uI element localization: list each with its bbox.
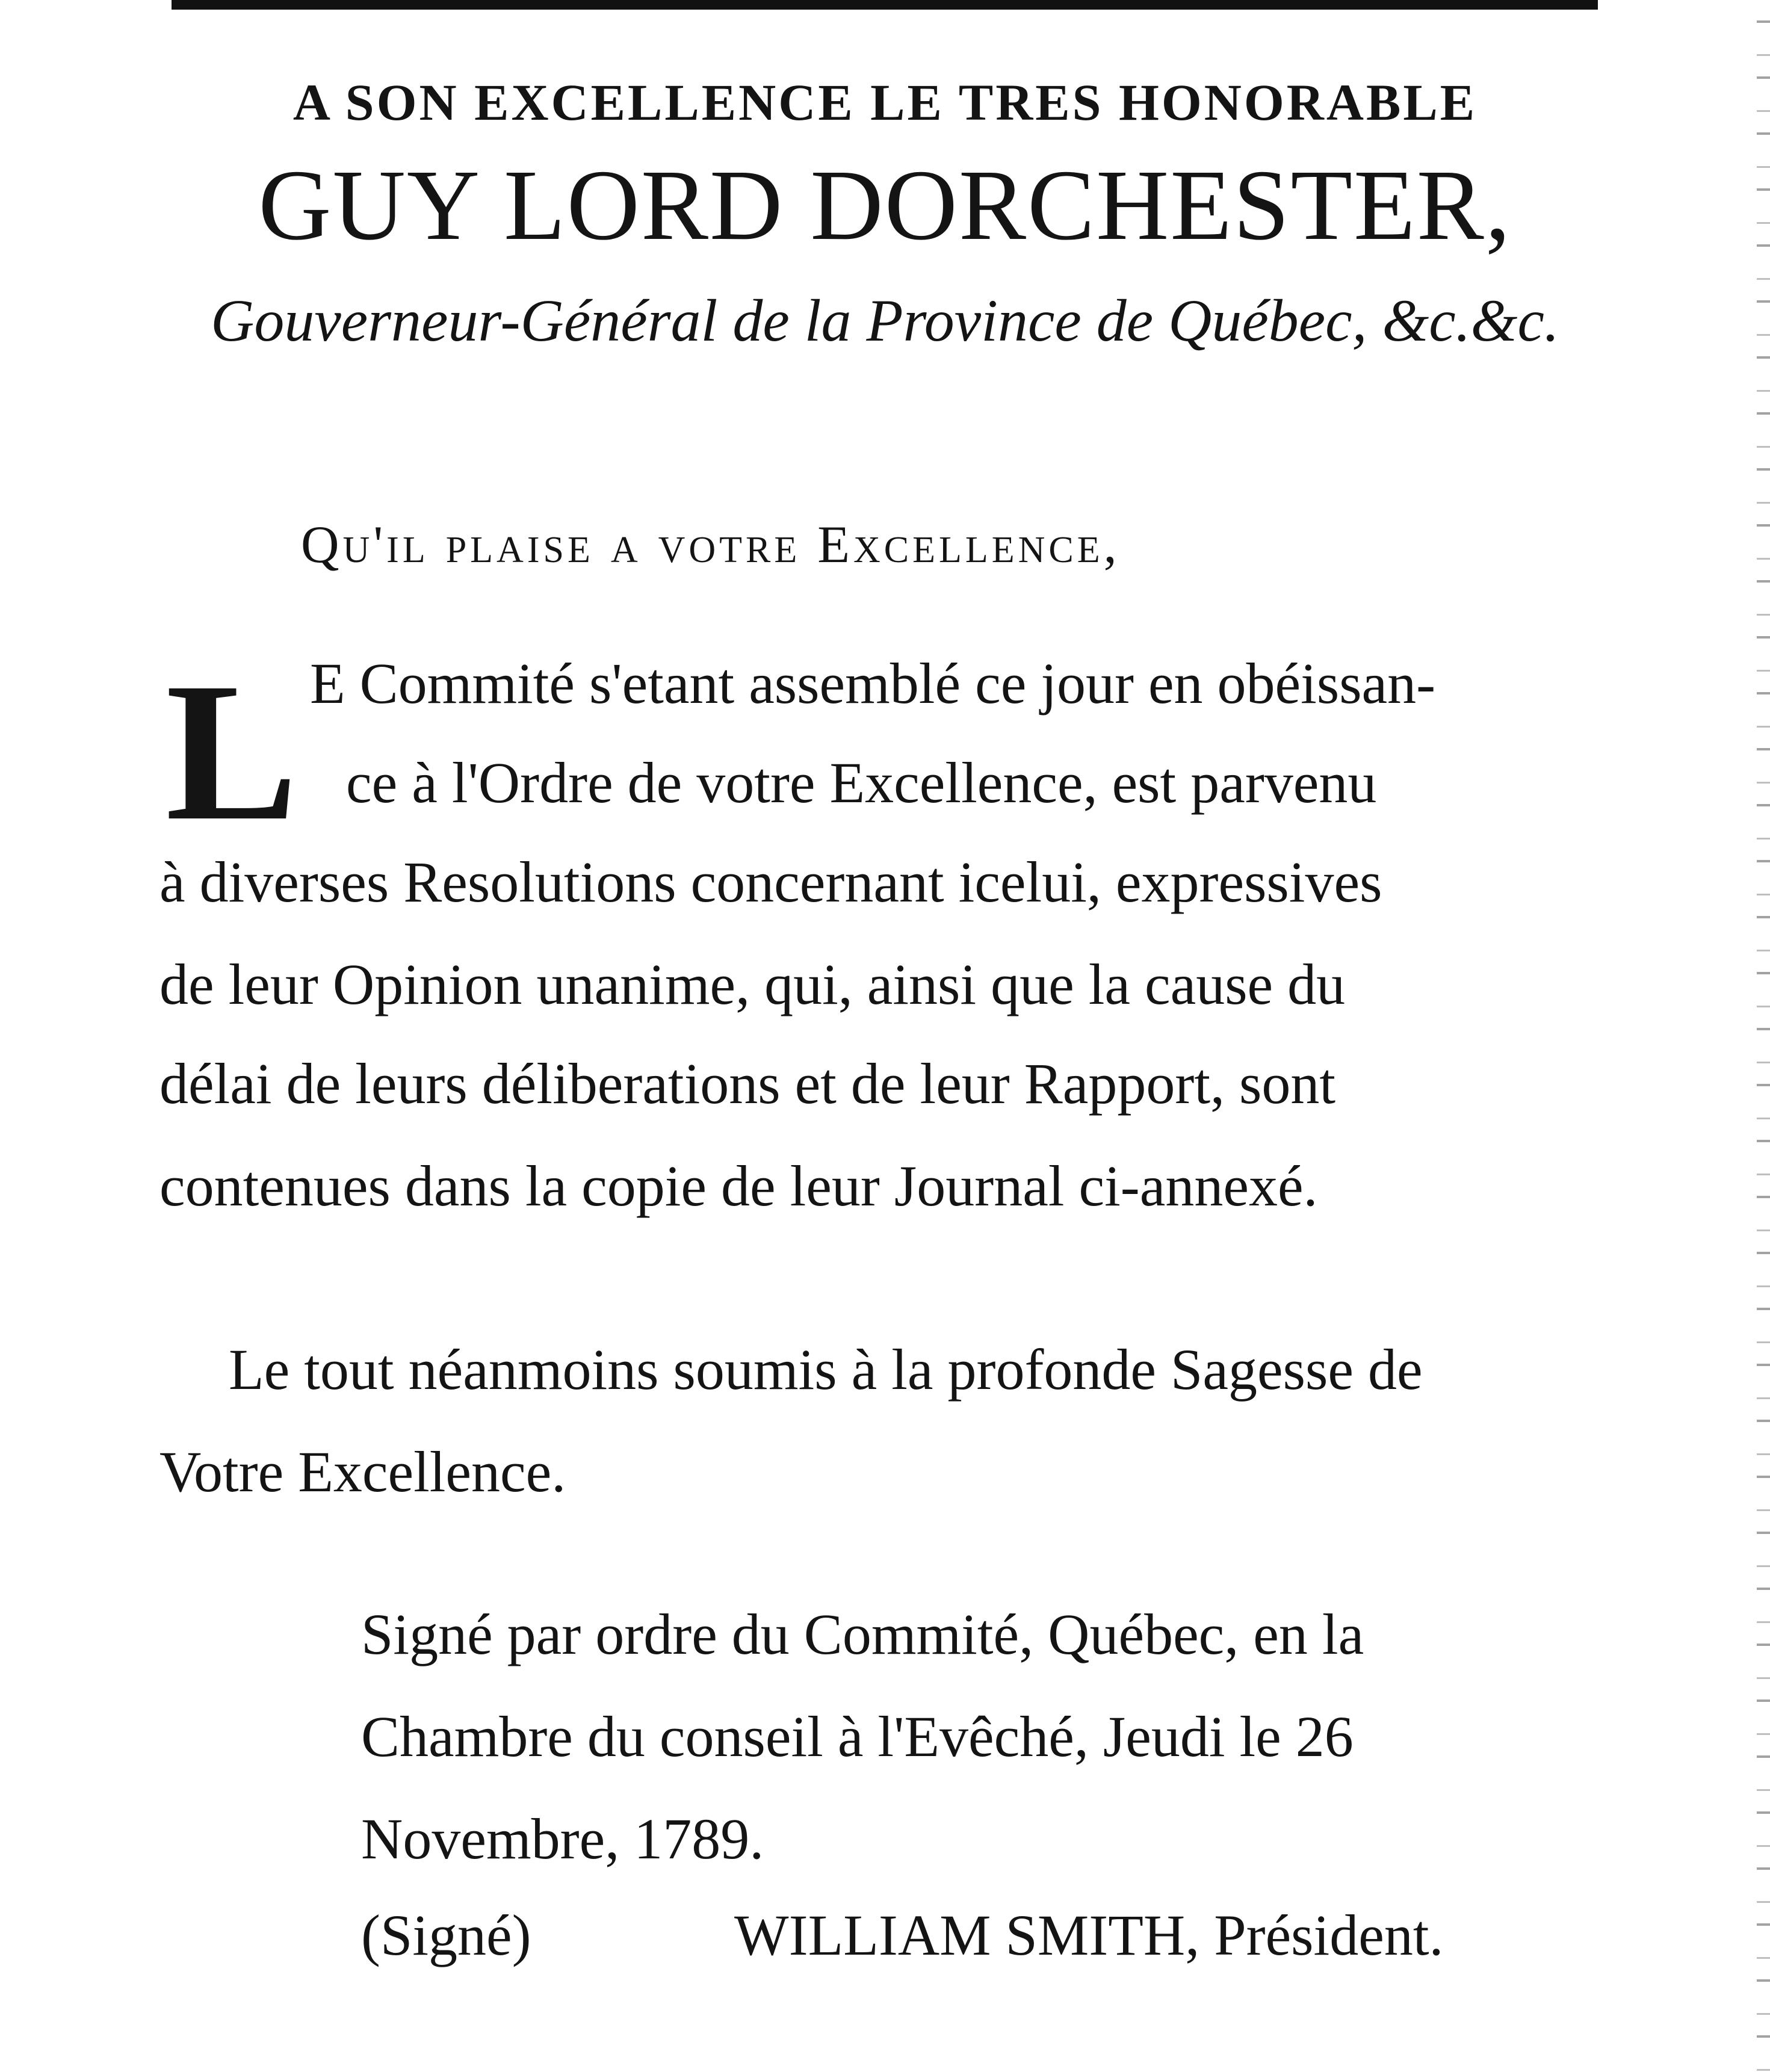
addressee-title: Gouverneur-Général de la Province de Québec, &c.&c. [211, 287, 1559, 354]
salutation: Qu'il plaise a votre Excellence, [301, 516, 1121, 574]
paragraph1-line: à diverses Resolutions concernant icelui, expressives [159, 850, 1382, 914]
signed-label: (Signé) [361, 1903, 531, 1967]
paragraph1-line: E Commité s'etant assemblé ce jour en obéissan- [310, 651, 1436, 716]
paragraph1-line: délai de leurs déliberations et de leur Rapport, sont [159, 1051, 1336, 1116]
signature-line: Chambre du conseil à l'Evêché, Jeudi le 26 [361, 1704, 1354, 1769]
addressee-name: GUY LORD DORCHESTER, [258, 149, 1512, 261]
dedication-heading: A SON EXCELLENCE LE TRES HONORABLE [292, 73, 1478, 131]
paragraph2-line: Votre Excellence. [159, 1440, 566, 1504]
top-rule [172, 0, 1598, 10]
paragraph1-line: ce à l'Ordre de votre Excellence, est parvenu [346, 750, 1377, 815]
paragraph2-line: Le tout néanmoins soumis à la profonde Sagesse de [229, 1337, 1423, 1402]
drop-cap: L [166, 642, 299, 862]
paragraph1-line: contenues dans la copie de leur Journal ci-annexé. [159, 1154, 1318, 1218]
paragraph1-line: de leur Opinion unanime, qui, ainsi que la cause du [159, 952, 1346, 1016]
signer-name: WILLIAM SMITH, Président. [734, 1903, 1444, 1967]
signature-line: Signé par ordre du Commité, Québec, en la [361, 1602, 1364, 1666]
signature-line: Novembre, 1789. [361, 1807, 764, 1871]
